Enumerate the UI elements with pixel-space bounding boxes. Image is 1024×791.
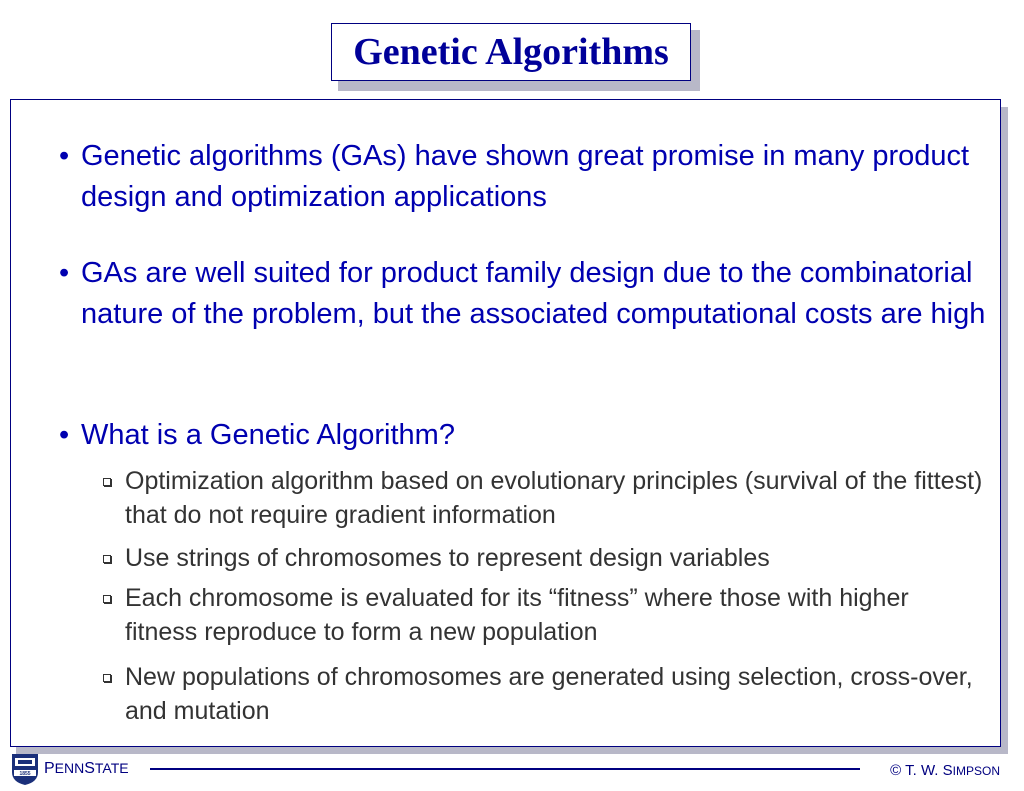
bullet-dot-icon: • — [59, 140, 70, 172]
copyright-notice: © T. W. SIMPSON — [890, 762, 1000, 779]
square-bullet-icon — [103, 478, 111, 486]
penn-state-shield-logo — [10, 752, 40, 786]
sub-bullet-text: Each chromosome is evaluated for its “fitness” where those with higher fitness reproduce to form a new population — [125, 584, 909, 646]
sub-bullet-text: Use strings of chromosomes to represent design variables — [125, 544, 770, 572]
bullet-dot-icon: • — [59, 419, 70, 451]
sub-bullet-item — [103, 660, 983, 728]
square-bullet-icon — [103, 555, 111, 563]
sub-bullet-item — [103, 541, 983, 575]
sub-bullet-text: Optimization algorithm based on evolutionary principles (survival of the fittest) that do not require gradient information — [125, 467, 983, 529]
bullet-dot-icon: • — [59, 257, 70, 289]
logo-year: 1855 — [19, 771, 31, 777]
bullet-item — [59, 136, 989, 218]
bullet-text: What is a Genetic Algorithm? — [81, 419, 455, 451]
sub-bullet-item — [103, 464, 983, 532]
square-bullet-icon — [103, 674, 111, 682]
bullet-item — [59, 415, 989, 456]
footer-rule — [150, 768, 860, 770]
content-box — [10, 99, 1001, 747]
penn-state-wordmark: PENNSTATE — [44, 760, 129, 777]
bullet-text: GAs are well suited for product family design due to the combinatorial nature of the problem, but the associated computational costs are high — [81, 257, 986, 330]
slide-title: Genetic Algorithms — [353, 31, 669, 73]
bullet-text: Genetic algorithms (GAs) have shown great promise in many product design and optimization applications — [81, 140, 970, 213]
square-bullet-icon — [103, 595, 111, 603]
sub-bullet-text: New populations of chromosomes are generated using selection, cross-over, and mutation — [125, 663, 973, 725]
sub-bullet-item — [103, 581, 983, 649]
bullet-item — [59, 253, 989, 335]
title-box — [331, 23, 691, 81]
